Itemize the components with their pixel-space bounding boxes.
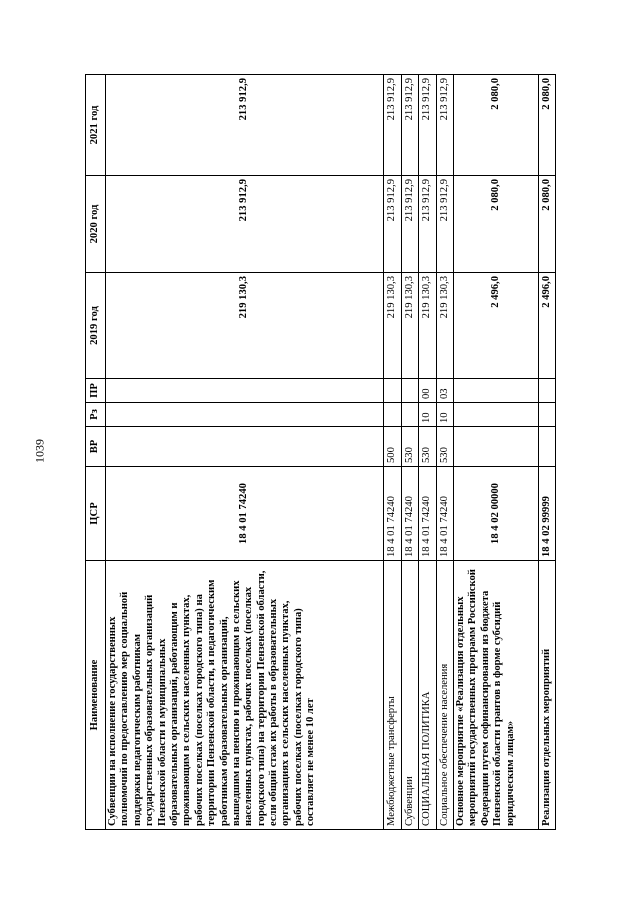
row-csr: 18 4 01 74240 [384, 467, 401, 561]
row-csr: 18 4 01 74240 [401, 467, 418, 561]
row-2020: 213 912,9 [106, 176, 384, 273]
row-2021: 213 912,9 [436, 75, 453, 176]
header-name: Наименование [86, 561, 106, 830]
row-name: СОЦИАЛЬНАЯ ПОЛИТИКА [419, 561, 436, 830]
row-csr: 18 4 02 99999 [538, 467, 555, 561]
table-row [436, 75, 453, 830]
row-name: Основное мероприятие «Реализация отдельных мероприятий государственных программ Российской Федерации путем софинансирования из бюджета Пензенской области грантов в форме субсидий юридическим лицам» [453, 561, 538, 830]
header-row [86, 75, 106, 830]
row-2020: 2 080,0 [538, 176, 555, 273]
table-row [401, 75, 418, 830]
header-vr: ВР [86, 427, 106, 467]
row-csr: 18 4 01 74240 [106, 467, 384, 561]
row-2019: 219 130,3 [106, 273, 384, 379]
row-2021: 213 912,9 [384, 75, 401, 176]
row-rz: 10 [419, 403, 436, 427]
row-vr [106, 427, 384, 467]
row-2021: 2 080,0 [453, 75, 538, 176]
row-2020: 213 912,9 [401, 176, 418, 273]
row-vr: 500 [384, 427, 401, 467]
row-pr: 03 [436, 379, 453, 403]
row-name: Реализация отдельных мероприятий [538, 561, 555, 830]
row-pr [538, 379, 555, 403]
row-rz [401, 403, 418, 427]
row-csr: 18 4 02 00000 [453, 467, 538, 561]
row-rz [453, 403, 538, 427]
row-2020: 213 912,9 [384, 176, 401, 273]
table-row [419, 75, 436, 830]
row-pr [384, 379, 401, 403]
row-name: Межбюджетные трансферты [384, 561, 401, 830]
row-vr [538, 427, 555, 467]
row-name: Субвенции на исполнение государственных полномочий по предоставлению мер социальной поддержки педагогическим работникам государственных образовательных организаций Пензенской области и муниципальных образовательных организаций, работающим и проживающим в сельских населенных пунктах, рабочих поселках (поселках городского типа) на территории Пензенской области, и педагогическим работникам образовательных организаций, вышедшим на пенсию и проживающим в сельских населенных пунктах, рабочих поселках (поселках городского типа) на территории Пензенской области, если общий стаж их работы в образовательных организациях в сельских населенных пунктах, рабочих поселках (поселках городского типа) составляет не менее 10 лет [106, 561, 384, 830]
row-2019: 219 130,3 [436, 273, 453, 379]
row-2020: 2 080,0 [453, 176, 538, 273]
row-rz [384, 403, 401, 427]
header-pr: ПР [86, 379, 106, 403]
row-name: Субвенции [401, 561, 418, 830]
row-pr [453, 379, 538, 403]
header-2021: 2021 год [86, 75, 106, 176]
row-2021: 213 912,9 [106, 75, 384, 176]
row-vr [453, 427, 538, 467]
row-csr: 18 4 01 74240 [436, 467, 453, 561]
budget-table [85, 74, 556, 830]
row-2020: 213 912,9 [419, 176, 436, 273]
row-2019: 219 130,3 [419, 273, 436, 379]
row-pr [106, 379, 384, 403]
row-rz: 10 [436, 403, 453, 427]
header-2020: 2020 год [86, 176, 106, 273]
row-rz [106, 403, 384, 427]
row-2021: 213 912,9 [419, 75, 436, 176]
row-vr: 530 [436, 427, 453, 467]
table-row [106, 75, 384, 830]
row-2021: 213 912,9 [401, 75, 418, 176]
row-pr: 00 [419, 379, 436, 403]
row-rz [538, 403, 555, 427]
page-number: 1039 [32, 439, 47, 463]
row-pr [401, 379, 418, 403]
row-csr: 18 4 01 74240 [419, 467, 436, 561]
header-2019: 2019 год [86, 273, 106, 379]
row-2021: 2 080,0 [538, 75, 555, 176]
rotated-page-content [85, 75, 556, 830]
row-2020: 213 912,9 [436, 176, 453, 273]
table-row [538, 75, 555, 830]
row-2019: 2 496,0 [538, 273, 555, 379]
row-vr: 530 [419, 427, 436, 467]
table-row [384, 75, 401, 830]
table-row [453, 75, 538, 830]
row-vr: 530 [401, 427, 418, 467]
row-2019: 219 130,3 [401, 273, 418, 379]
header-rz: Рз [86, 403, 106, 427]
row-name: Социальное обеспечение населения [436, 561, 453, 830]
row-2019: 2 496,0 [453, 273, 538, 379]
row-2019: 219 130,3 [384, 273, 401, 379]
header-csr: ЦСР [86, 467, 106, 561]
